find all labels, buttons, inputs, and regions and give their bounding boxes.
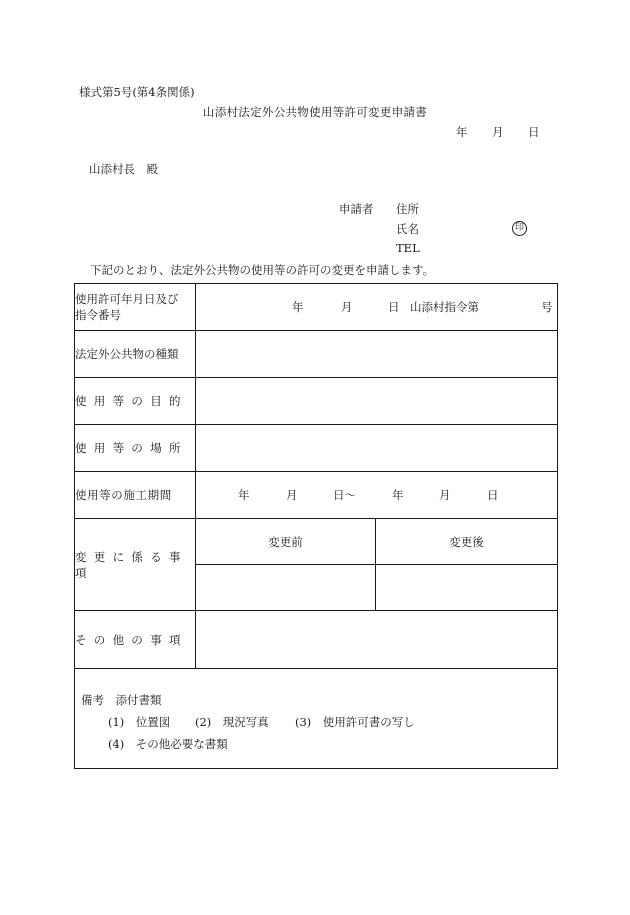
permit-number-label: 号 <box>541 300 553 314</box>
other-label: その他の事項 <box>75 611 196 669</box>
permit-month-label: 月 <box>341 300 353 314</box>
notes-row <box>75 669 558 769</box>
notes-item-2: (2) 現況写真 <box>195 715 269 729</box>
type-field[interactable] <box>196 331 558 378</box>
permit-label-line1: 使用許可年月日及び <box>75 292 179 306</box>
notes-title: 備考 添付書類 <box>81 693 162 707</box>
permit-day-label: 日 <box>388 300 400 314</box>
after-field[interactable] <box>376 565 558 611</box>
period-from-month: 月 <box>286 488 298 502</box>
place-row <box>75 425 558 472</box>
applicant-label: 申請者 <box>339 202 374 216</box>
notes-item-3: (3) 使用許可書の写し <box>295 715 415 729</box>
intro-text: 下記のとおり、法定外公共物の使用等の許可の変更を申請します。 <box>90 263 435 277</box>
permit-label-line2: 指令番号 <box>75 308 121 322</box>
type-row <box>75 331 558 378</box>
notes-item-4: (4) その他必要な書類 <box>108 737 228 751</box>
notes-item-1: (1) 位置図 <box>108 715 171 729</box>
permit-value-field[interactable] <box>196 284 558 331</box>
change-label: 変更に係る事項 <box>75 519 196 611</box>
permit-order-label: 山添村指令第 <box>410 300 479 314</box>
date-month-label: 月 <box>492 125 504 139</box>
permit-year-label: 年 <box>292 300 304 314</box>
after-label: 変更後 <box>376 519 558 565</box>
permit-label <box>75 284 196 331</box>
application-table <box>74 283 558 769</box>
change-header-row <box>75 519 558 565</box>
period-to-year: 年 <box>392 488 404 502</box>
place-label: 使用等の場所 <box>75 425 196 472</box>
name-label: 氏名 <box>396 222 419 236</box>
period-to-day: 日 <box>487 488 499 502</box>
purpose-row <box>75 378 558 425</box>
place-field[interactable] <box>196 425 558 472</box>
notes-cell <box>75 669 558 769</box>
period-field[interactable] <box>196 472 558 519</box>
before-label: 変更前 <box>196 519 376 565</box>
document-title: 山添村法定外公共物使用等許可変更申請書 <box>202 105 428 119</box>
form-number: 様式第5号(第4条関係) <box>79 85 195 99</box>
period-to-month: 月 <box>439 488 451 502</box>
type-label: 法定外公共物の種類 <box>75 331 196 378</box>
addressee: 山添村長 殿 <box>89 162 158 176</box>
date-day-label: 日 <box>528 125 540 139</box>
tel-label: TEL <box>396 241 420 255</box>
permit-row <box>75 284 558 331</box>
purpose-field[interactable] <box>196 378 558 425</box>
period-from-year: 年 <box>238 488 250 502</box>
seal-mark: 印 <box>512 221 527 236</box>
period-from-day: 日〜 <box>333 488 356 502</box>
other-field[interactable] <box>196 611 558 669</box>
other-row <box>75 611 558 669</box>
period-row <box>75 472 558 519</box>
address-label: 住所 <box>396 202 419 216</box>
purpose-label: 使用等の目的 <box>75 378 196 425</box>
date-year-label: 年 <box>456 125 468 139</box>
period-label: 使用等の施工期間 <box>75 472 196 519</box>
before-field[interactable] <box>196 565 376 611</box>
